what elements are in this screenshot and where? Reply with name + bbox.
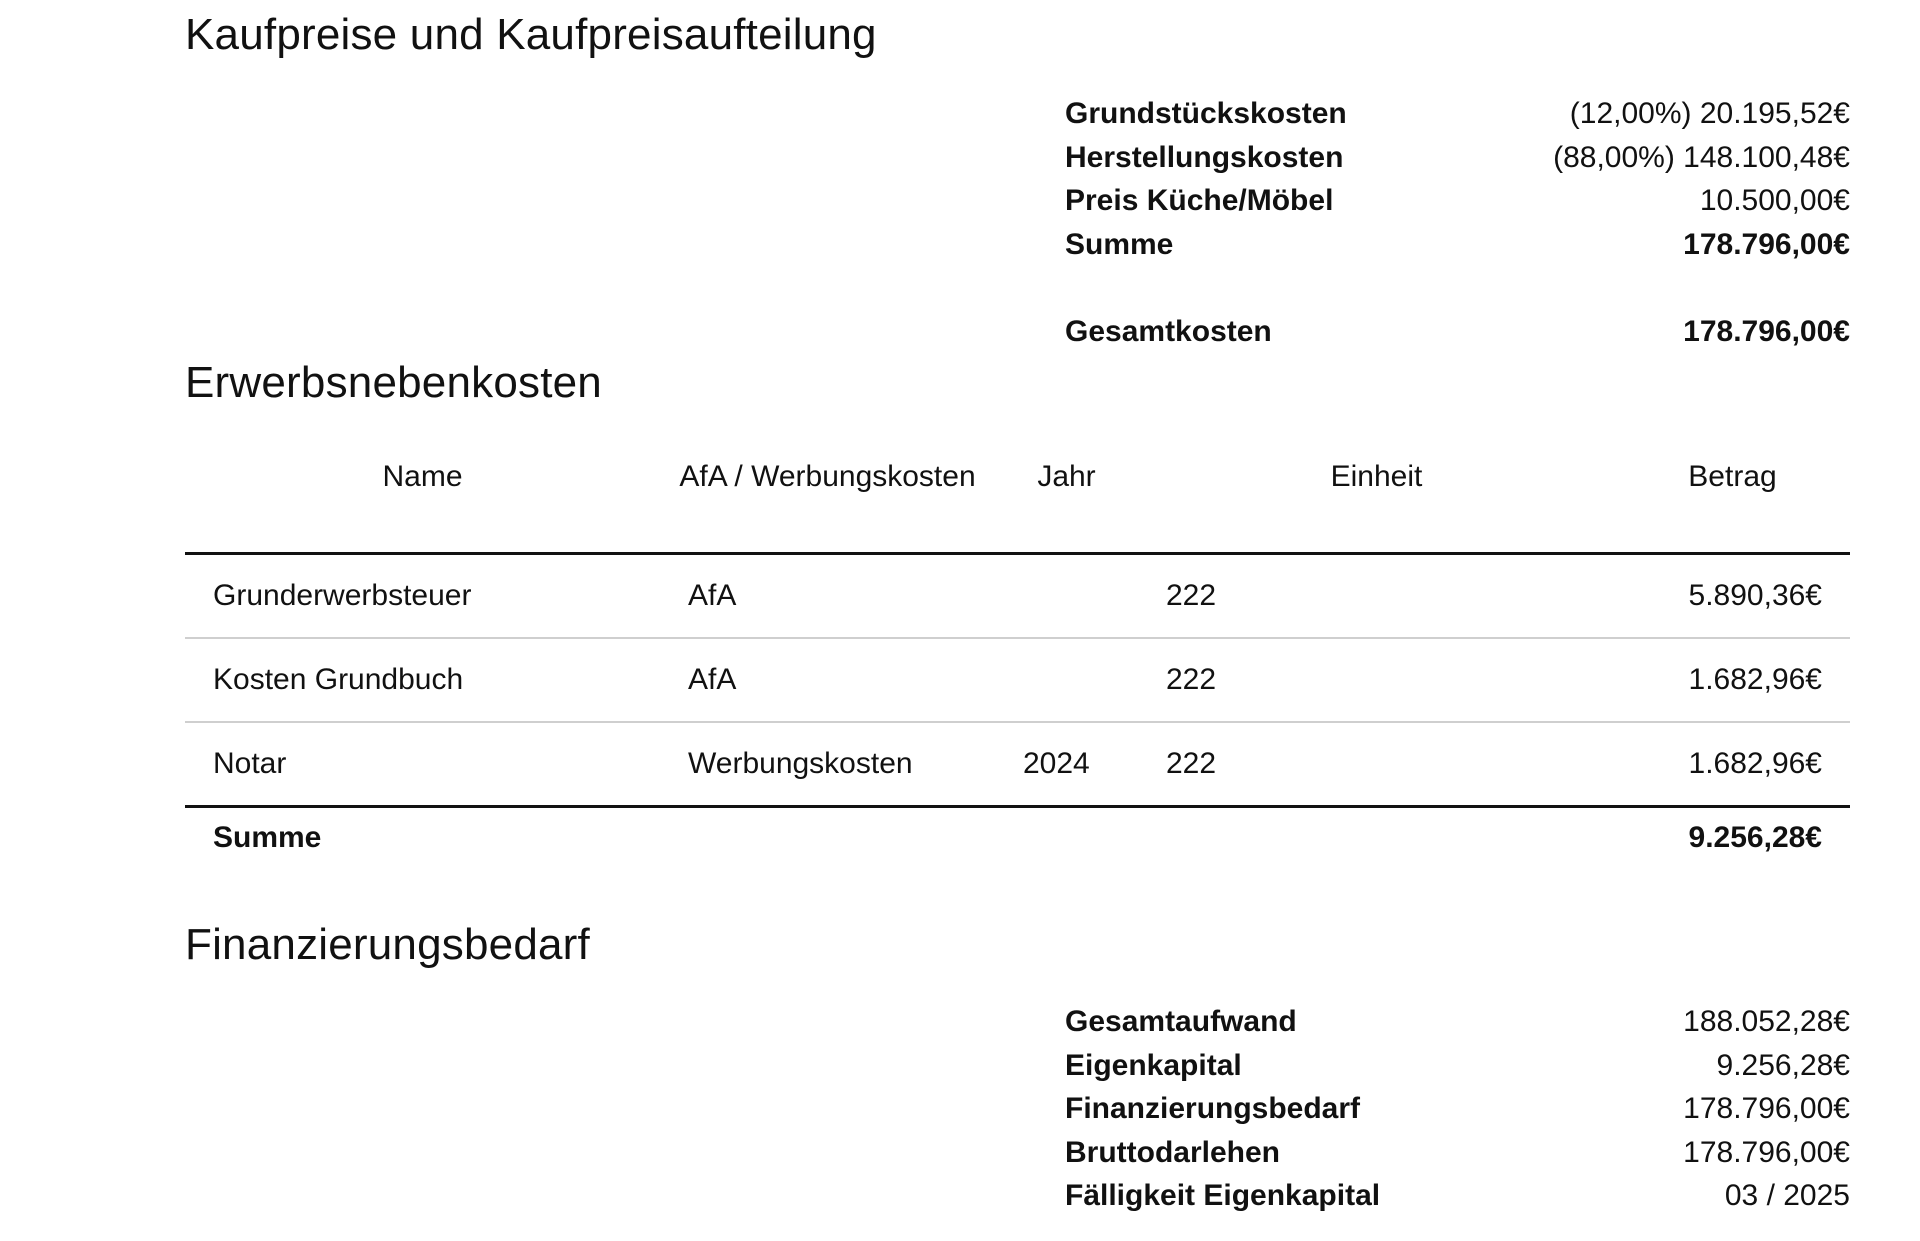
spacer (1065, 271, 1850, 315)
cell-einheit: 222 (1166, 579, 1217, 612)
table-footer-sum (185, 808, 1850, 868)
cell-name: Notar (213, 747, 287, 780)
summary-value: 178.796,00€ (1683, 227, 1850, 261)
summary-row-faelligkeit-eigenkapital (1065, 1179, 1850, 1223)
summary-row-grundstueckskosten (1065, 97, 1850, 141)
summary-row-eigenkapital (1065, 1049, 1850, 1093)
summary-value: 9.256,28€ (1716, 1048, 1850, 1082)
cell-betrag: 1.682,96€ (1688, 747, 1822, 780)
section-title-erwerbsnebenkosten: Erwerbsnebenkosten (185, 358, 602, 407)
column-header-einheit: Einheit (1330, 460, 1423, 493)
section-title-kaufpreise: Kaufpreise und Kaufpreisaufteilung (185, 10, 877, 59)
summary-label: Finanzierungsbedarf (1065, 1092, 1361, 1125)
summary-row-finanzierungsbedarf (1065, 1092, 1850, 1136)
cell-betrag: 1.682,96€ (1688, 663, 1822, 696)
column-header-afa: AfA / Werbungskosten (679, 460, 976, 493)
sum-value: 9.256,28€ (1688, 821, 1822, 854)
table-header (185, 445, 1850, 555)
cell-afa: Werbungskosten (688, 747, 913, 780)
summary-value: (88,00%) 148.100,48€ (1553, 140, 1850, 174)
summary-row-gesamtaufwand (1065, 1005, 1850, 1049)
cell-afa: AfA (688, 663, 737, 696)
cell-afa: AfA (688, 579, 737, 612)
sum-label: Summe (213, 821, 322, 854)
summary-label: Preis Küche/Möbel (1065, 184, 1334, 217)
summary-value: 178.796,00€ (1683, 1092, 1850, 1125)
cell-name: Kosten Grundbuch (213, 663, 464, 696)
table-row (185, 555, 1850, 639)
summary-row-summe (1065, 228, 1850, 272)
table-row (185, 639, 1850, 723)
cell-jahr: 2024 (1023, 747, 1090, 780)
cell-betrag: 5.890,36€ (1688, 579, 1822, 612)
cell-einheit: 222 (1166, 747, 1217, 780)
summary-label: Fälligkeit Eigenkapital (1065, 1179, 1381, 1212)
summary-value: 178.796,00€ (1683, 1135, 1850, 1169)
summary-value: 03 / 2025 (1724, 1179, 1850, 1212)
summary-value: 10.500,00€ (1699, 184, 1850, 217)
summary-label: Gesamtkosten (1065, 314, 1272, 348)
erwerbsnebenkosten-table (185, 445, 1850, 868)
summary-value: 178.796,00€ (1683, 314, 1850, 348)
summary-label: Summe (1065, 227, 1174, 261)
summary-row-bruttodarlehen (1065, 1136, 1850, 1180)
summary-row-kueche-moebel (1065, 184, 1850, 228)
column-header-betrag: Betrag (1688, 460, 1777, 493)
summary-value: 188.052,28€ (1683, 1005, 1850, 1038)
summary-value: (12,00%) 20.195,52€ (1569, 97, 1850, 130)
finanzierung-summary (1065, 1005, 1850, 1223)
column-header-name: Name (382, 460, 463, 493)
summary-row-herstellungskosten (1065, 141, 1850, 185)
table-row (185, 723, 1850, 808)
column-header-jahr: Jahr (1037, 460, 1096, 493)
cell-einheit: 222 (1166, 663, 1217, 696)
summary-label: Eigenkapital (1065, 1048, 1242, 1082)
section-title-finanzierungsbedarf: Finanzierungsbedarf (185, 920, 590, 969)
summary-label: Bruttodarlehen (1065, 1135, 1281, 1169)
summary-label: Herstellungskosten (1065, 140, 1344, 174)
summary-label: Gesamtaufwand (1065, 1005, 1297, 1038)
summary-row-gesamtkosten (1065, 315, 1850, 359)
summary-label: Grundstückskosten (1065, 97, 1347, 130)
kaufpreise-summary (1065, 97, 1850, 358)
cell-name: Grunderwerbsteuer (213, 579, 472, 612)
